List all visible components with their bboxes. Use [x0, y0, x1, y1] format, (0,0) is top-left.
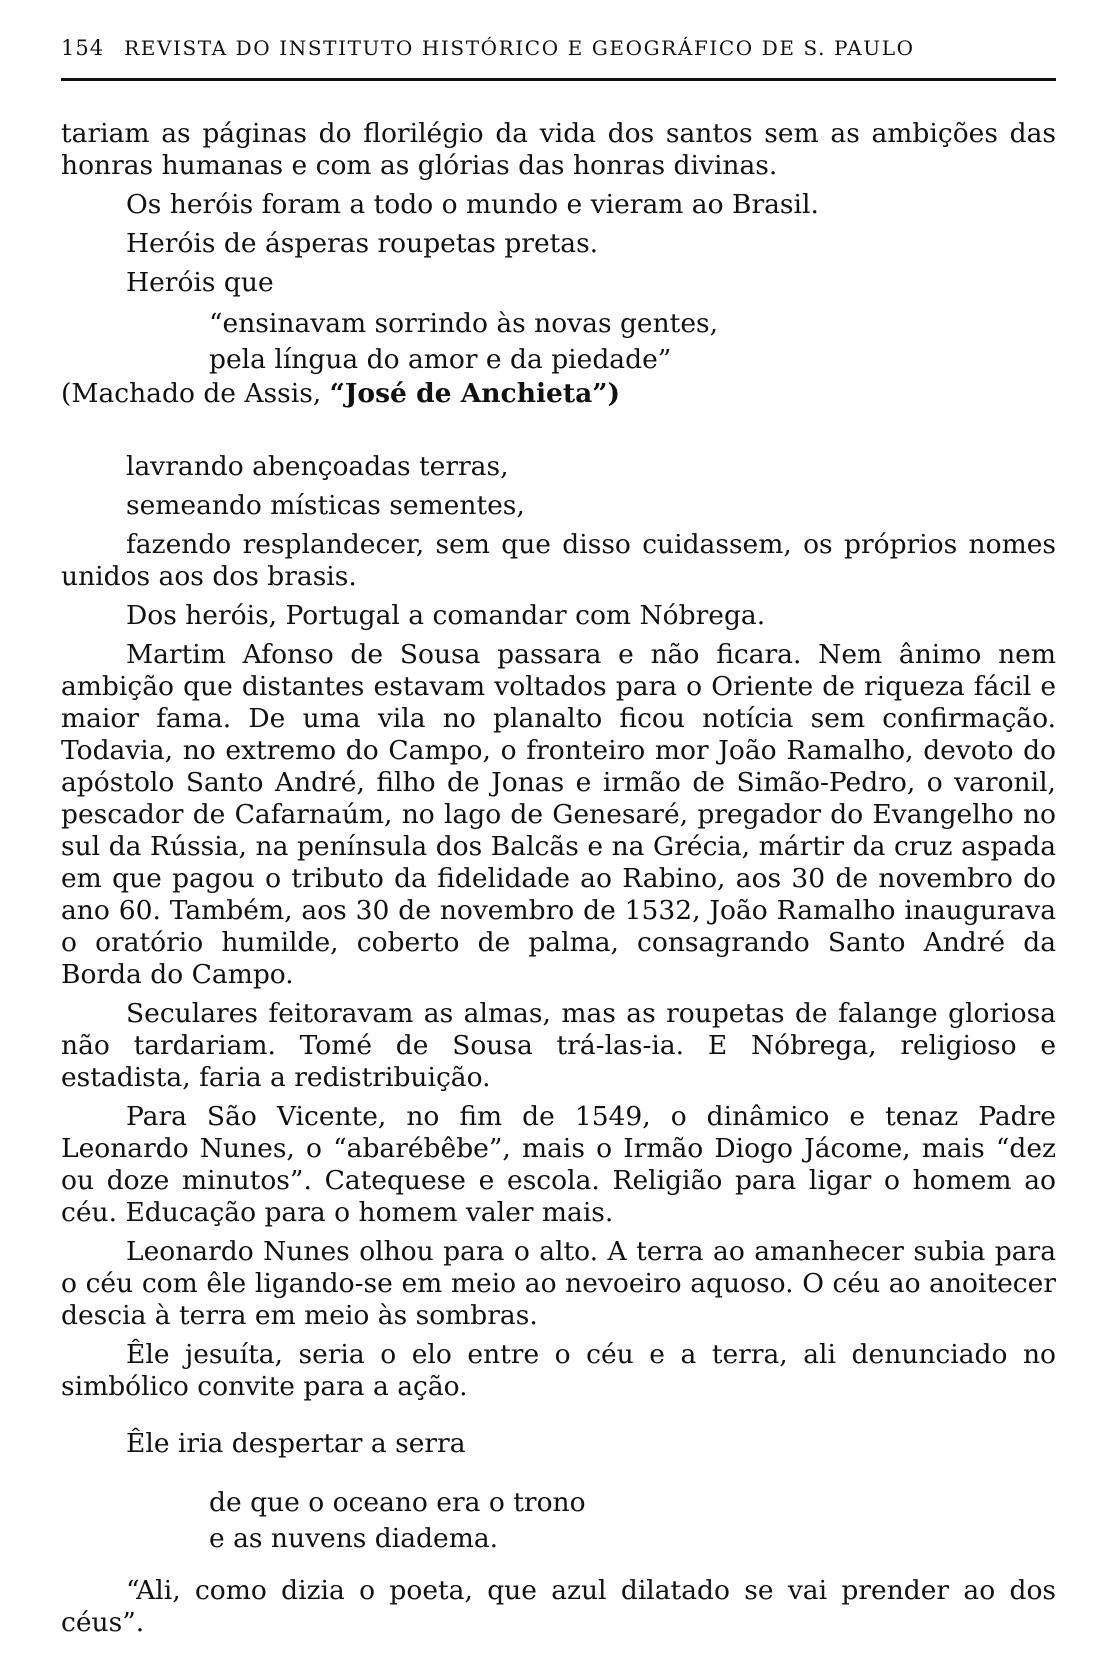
running-header [61, 36, 1056, 66]
citation [61, 378, 1056, 410]
paragraph-3: Heróis de ásperas roupetas pretas. [126, 228, 599, 259]
verse-line: pela língua do amor e da piedade” [209, 344, 672, 375]
paragraph-4: Heróis que [126, 267, 274, 298]
verse-quote-1 [61, 306, 1056, 378]
citation-prefix: (Machado de Assis, [61, 378, 330, 409]
paragraph-5: lavrando abençoadas terras, [126, 451, 509, 482]
page-number: 154 [61, 36, 105, 60]
paragraph-10: Seculares feitoravam as almas, mas as roupetas de falange gloriosa não tardariam. Tomé de Sousa trá-las-ia. E Nóbrega, religioso e estadista, faria a redistribuição. [61, 998, 1056, 1093]
verse-line: “ensinavam sorrindo às novas gentes, [209, 308, 719, 339]
paragraph-15: “Ali, como dizia o poeta, que azul dilatado se vai prender ao dos céus”. [61, 1575, 1056, 1638]
paragraph-7: fazendo resplandecer, sem que disso cuidassem, os próprios nomes unidos aos dos brasis. [61, 529, 1056, 592]
header-rule [61, 78, 1056, 81]
paragraph-8: Dos heróis, Portugal a comandar com Nóbrega. [126, 600, 766, 631]
paragraph-14: Êle iria despertar a serra [126, 1428, 466, 1459]
verse-line: de que o oceano era o trono [209, 1487, 586, 1518]
paragraph-12: Leonardo Nunes olhou para o alto. A terra ao amanhecer subia para o céu com êle ligando-se em meio ao nevoeiro aquoso. O céu ao anoitecer descia à terra em meio às sombras. [61, 1236, 1056, 1331]
verse-quote-2 [61, 1485, 1056, 1557]
paragraph-1: tariam as páginas do florilégio da vida dos santos sem as ambições das honras humanas e com as glórias das honras divinas. [61, 118, 1056, 181]
paragraph-6: semeando místicas sementes, [126, 490, 525, 521]
citation-title: “José de Anchieta”) [329, 378, 621, 409]
paragraph-9: Martim Afonso de Sousa passara e não ficara. Nem ânimo nem ambição que distantes estavam voltados para o Oriente de riqueza fácil e maior fama. De uma vila no planalto ficou notícia sem confirmação. Todavia, no extremo do Campo, o fronteiro mor João Ramalho, devoto do apóstolo Santo André, filho de Jonas e irmão de Simão-Pedro, o varonil, pescador de Cafarnaúm, no lago de Genesaré, pregador do Evangelho no sul da Rússia, na península dos Balcãs e na Grécia, mártir da cruz aspada em que pagou o tributo da fidelidade ao Rabino, aos 30 de novembro do ano 60. Também, aos 30 de novembro de 1532, João Ramalho inaugurava o oratório humilde, coberto de palma, consagrando Santo André da Borda do Campo. [61, 639, 1056, 990]
running-title: REVISTA DO INSTITUTO HISTÓRICO E GEOGRÁFICO DE S. PAULO [124, 36, 915, 60]
paragraph-13: Êle jesuíta, seria o elo entre o céu e a terra, ali denunciado no simbólico convite para a ação. [61, 1339, 1056, 1402]
paragraph-11: Para São Vicente, no fim de 1549, o dinâmico e tenaz Padre Leonardo Nunes, o “abarébêbe”, mais o Irmão Diogo Jácome, mais “dez ou doze minutos”. Catequese e escola. Religião para ligar o homem ao céu. Educação para o homem valer mais. [61, 1101, 1056, 1228]
paragraph-2: Os heróis foram a todo o mundo e vieram ao Brasil. [126, 189, 819, 220]
body-text [61, 118, 1056, 1646]
verse-line: e as nuvens diadema. [209, 1523, 499, 1554]
